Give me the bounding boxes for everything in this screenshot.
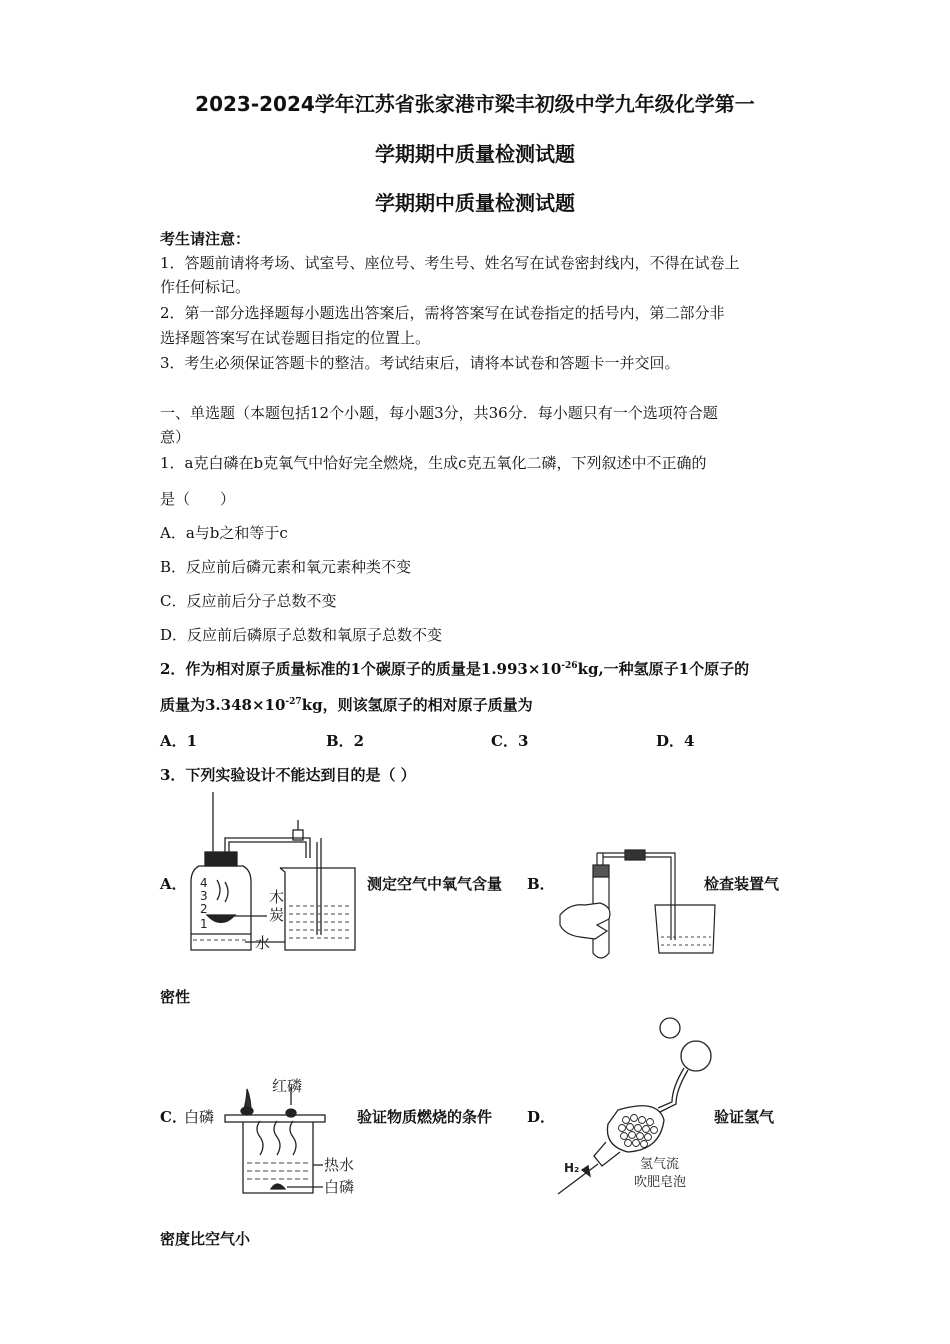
q3-d-label: D． — [527, 1108, 556, 1126]
svg-text:白磷: 白磷 — [324, 1178, 355, 1196]
svg-text:水: 水 — [255, 934, 271, 952]
svg-text:热水: 热水 — [324, 1156, 355, 1174]
q3-stem: 3．下列实验设计不能达到目的是（ ） — [160, 766, 416, 784]
notice-item-1-line-1: 1．答题前请将考场、试室号、座位号、考生号、姓名写在试卷密封线内，不得在试卷上 — [160, 254, 740, 272]
svg-text:H₂: H₂ — [564, 1161, 580, 1175]
q1-option-b: B．反应前后磷元素和氧元素种类不变 — [160, 558, 412, 576]
q1-option-d: D．反应前后磷原子总数和氧原子总数不变 — [160, 626, 443, 644]
q3-b-text-continued: 密性 — [160, 988, 191, 1006]
q2-option-a: A．1 — [160, 732, 198, 750]
q3-a-text: 测定空气中氧气含量 — [367, 875, 503, 893]
q3-d-text-continued: 密度比空气小 — [160, 1230, 251, 1248]
q2-stem-line-1: 2．作为相对原子质量标准的1个碳原子的质量是$1.993\times 10^{-26}kg$,一种氢原子1个原子的 — [160, 660, 750, 678]
notice-item-2-line-2: 选择题答案写在试卷题目指定的位置上。 — [160, 329, 431, 347]
svg-text:2: 2 — [200, 902, 208, 916]
q1-option-c: C．反应前后分子总数不变 — [160, 592, 337, 610]
q1-stem-line-1: 1．a克白磷在b克氧气中恰好完全燃烧，生成c克五氧化二磷，下列叙述中不正确的 — [160, 454, 707, 472]
notice-heading: 考生请注意： — [160, 230, 251, 248]
q1-option-a: A．a与b之和等于c — [160, 524, 288, 542]
notice-item-2-line-1: 2．第一部分选择题每小题选出答案后，需将答案写在试卷指定的括号内，第二部分非 — [160, 304, 725, 322]
q3-b-text: 检查装置气 — [704, 875, 780, 893]
q2-option-d: D．4 — [656, 732, 695, 750]
svg-text:吹肥皂泡: 吹肥皂泡 — [634, 1175, 687, 1190]
notice-item-3: 3．考生必须保证答题卡的整洁。考试结束后，请将本试卷和答题卡一并交回。 — [160, 354, 680, 372]
q3-b-label: B． — [527, 875, 555, 893]
q3-a-label: A． — [160, 875, 187, 893]
svg-text:木: 木 — [269, 888, 285, 906]
figure-d-hydrogen-apparatus — [558, 1012, 718, 1197]
svg-text:3: 3 — [200, 889, 208, 903]
figure-a-oxygen-apparatus — [185, 790, 370, 960]
section-line-1: 一、单选题（本题包括12个小题，每小题3分，共36分．每小题只有一个选项符合题 — [160, 404, 718, 422]
q3-d-text: 验证氢气 — [714, 1108, 775, 1126]
title-line-1: 2023-2024学年江苏省张家港市梁丰初级中学九年级化学第一 — [195, 92, 755, 116]
q3-c-label: C． — [160, 1108, 187, 1126]
q1-stem-line-2: 是（ ） — [160, 490, 236, 508]
notice-item-1-line-2: 作任何标记。 — [160, 278, 251, 296]
svg-text:炭: 炭 — [269, 906, 285, 924]
q2-stem-line-2: 质量为$3.348\times 10^{-27}kg$，则该氢原子的相对原子质量为 — [160, 696, 533, 714]
fig-c-left-label: 白磷 — [184, 1108, 215, 1126]
title-line-2: 学期期中质量检测试题 — [375, 142, 575, 166]
svg-text:1: 1 — [200, 917, 208, 931]
q2-option-b: B．2 — [326, 732, 365, 750]
section-line-2: 意） — [160, 428, 191, 446]
svg-text:氢气流: 氢气流 — [640, 1157, 680, 1172]
svg-text:红磷: 红磷 — [272, 1077, 303, 1095]
svg-text:4: 4 — [200, 876, 208, 890]
figure-b-airtightness-apparatus — [555, 845, 715, 965]
q2-option-c: C．3 — [491, 732, 529, 750]
figure-c-combustion-apparatus — [225, 1075, 365, 1200]
title-line-3: 学期期中质量检测试题 — [375, 191, 575, 215]
q3-c-text: 验证物质燃烧的条件 — [357, 1108, 493, 1126]
